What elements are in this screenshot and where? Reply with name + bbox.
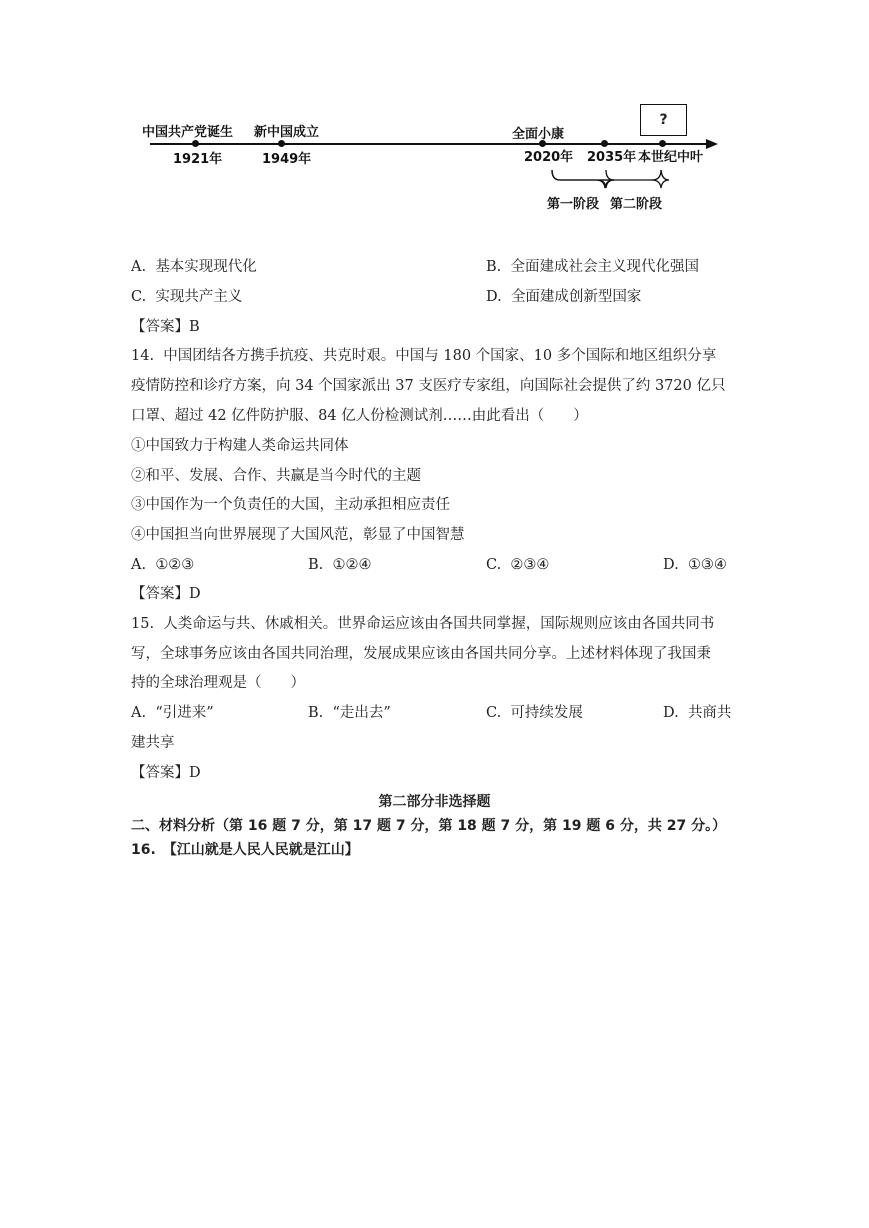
timeline-year-2020: 2020年 <box>524 150 574 165</box>
timeline-question-box <box>640 104 687 136</box>
q15-option-d-wrap: 建共享 <box>131 735 175 751</box>
q14-stem-line-2: 疫情防控和诊疗方案，向 34 个国家派出 37 支医疗专家组，向国际社会提供了约 3720 亿只 <box>131 378 726 394</box>
q13-option-a: A. 基本实现现代化 <box>131 259 257 275</box>
q15-option-d: D. 共商共 <box>663 705 732 721</box>
q14-option-c: C. ②③④ <box>486 557 550 573</box>
timeline-label-2020: 全面小康 <box>512 127 565 142</box>
q14-statement-2: ②和平、发展、合作、共赢是当今时代的主题 <box>131 468 421 484</box>
q14-statement-4: ④中国担当向世界展现了大国风范，彰显了中国智慧 <box>131 527 465 543</box>
timeline-dot-1921 <box>192 140 199 147</box>
q13-option-b: B. 全面建成社会主义现代化强国 <box>486 259 699 275</box>
section-two-heading: 二、材料分析（第 16 题 7 分，第 17 题 7 分，第 18 题 7 分，第 19 题 6 分，共 27 分。） <box>131 818 727 834</box>
q13-answer: 【答案】B <box>131 319 200 335</box>
timeline-axis <box>0 0 869 220</box>
q15-answer: 【答案】D <box>131 765 201 781</box>
q13-option-c: C. 实现共产主义 <box>131 289 243 305</box>
q15-stem-line-2: 写，全球事务应该由各国共同治理，发展成果应该由各国共同分享。上述材料体现了我国秉 <box>131 646 711 662</box>
question-16-title: 16. 【江山就是人民人民就是江山】 <box>131 842 359 858</box>
q15-stem-line-1: 15. 人类命运与共、休戚相关。世界命运应该由各国共同掌握，国际规则应该由各国共同书 <box>131 616 715 632</box>
q14-statement-1: ①中国致力于构建人类命运共同体 <box>131 438 349 454</box>
q15-option-b: B. “走出去” <box>308 705 391 721</box>
q15-option-a: A. “引进来” <box>131 705 214 721</box>
q14-option-b: B. ①②④ <box>308 557 372 573</box>
timeline-year-mid-century: 本世纪中叶 <box>638 150 704 165</box>
timeline-year-1921: 1921年 <box>173 152 223 167</box>
stage-label-2: 第二阶段 <box>610 197 663 212</box>
q14-answer: 【答案】D <box>131 586 201 602</box>
q13-option-d: D. 全面建成创新型国家 <box>486 289 642 305</box>
q14-stem-line-3: 口罩、超过 42 亿件防护服、84 亿人份检测试剂……由此看出（ ） <box>131 408 588 424</box>
q15-option-c: C. 可持续发展 <box>486 705 583 721</box>
part-two-title: 第二部分非选择题 <box>378 794 491 810</box>
timeline-dot-1949 <box>278 140 285 147</box>
timeline-year-1949: 1949年 <box>262 152 312 167</box>
timeline-label-1949: 新中国成立 <box>254 125 320 140</box>
timeline-label-1921: 中国共产党诞生 <box>142 125 234 140</box>
q14-option-d: D. ①③④ <box>663 557 727 573</box>
q14-statement-3: ③中国作为一个负责任的大国，主动承担相应责任 <box>131 497 450 513</box>
q14-option-a: A. ①②③ <box>131 557 195 573</box>
question-mark: ? <box>659 112 668 128</box>
stage-label-1: 第一阶段 <box>547 197 600 212</box>
timeline-year-2035: 2035年 <box>587 150 637 165</box>
q15-stem-line-3: 持的全球治理观是（ ） <box>131 675 305 691</box>
q14-stem-line-1: 14. 中国团结各方携手抗疫、共克时艰。中国与 180 个国家、10 多个国际和地区组织分享 <box>131 348 717 364</box>
